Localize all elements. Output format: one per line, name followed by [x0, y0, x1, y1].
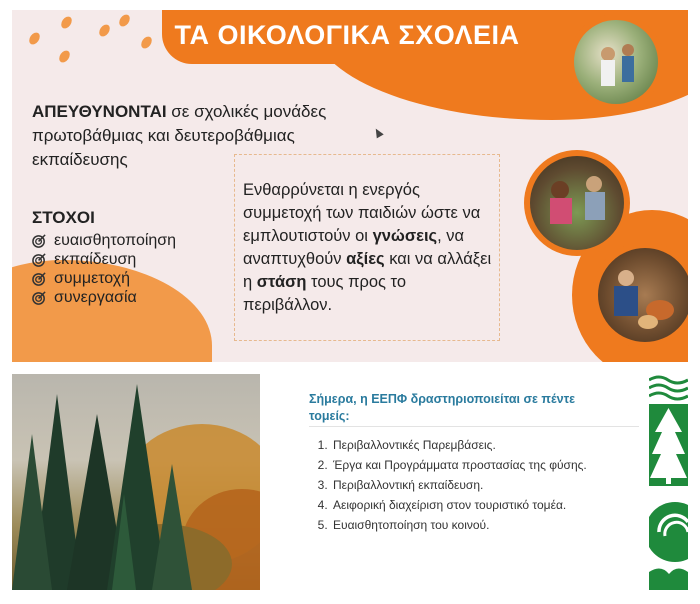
title-banner [162, 10, 532, 64]
audience-lead: ΑΠΕΥΘΥΝΟΝΤΑΙ [32, 102, 167, 121]
message-text [243, 179, 499, 317]
goal-item [32, 231, 176, 250]
eco-schools-slide [12, 10, 688, 362]
target-icon [32, 290, 47, 305]
target-icon [32, 252, 47, 267]
sector-item: 4. Αειφορική διαχείριση στον τουριστικό τομέα. [331, 497, 591, 514]
message-part: Ενθαρρύνεται η ενεργός συμμετοχή των παιδιών ώστε να εμπλουτιστούν οι [243, 181, 481, 245]
decor-dot [57, 49, 72, 65]
message-part: , να αναπτυχθούν [243, 227, 465, 268]
animals-photo [598, 248, 688, 342]
goal-item [32, 250, 176, 269]
decor-dot [97, 23, 112, 39]
message-part: τους προς το περιβάλλον. [243, 273, 407, 314]
message-part: και να αλλάξει η [243, 250, 492, 291]
goal-label: συνεργασία [54, 289, 137, 306]
sector-item: 3. Περιβαλλοντική εκπαίδευση. [331, 477, 591, 494]
gardening-photo [530, 156, 624, 250]
decor-dot [59, 15, 74, 31]
target-icon [32, 271, 47, 286]
goals-heading: ΣΤΟΧΟΙ [32, 208, 95, 227]
message-keyword: αξίες [346, 250, 385, 268]
sector-item: 5. Ευαισθητοποίηση του κοινού. [331, 517, 591, 534]
sector-item: 2. Έργα και Προγράμματα προστασίας της φύσης. [331, 457, 591, 474]
message-box [234, 154, 500, 341]
forest-photo [12, 374, 260, 590]
sectors-list [309, 437, 591, 537]
children-photo [574, 20, 658, 104]
decor-dot [139, 35, 154, 51]
message-keyword: γνώσεις [372, 227, 438, 245]
goal-item [32, 269, 176, 288]
organization-logo [649, 374, 688, 590]
goal-label: ευαισθητοποίηση [54, 232, 177, 249]
target-icon [32, 233, 47, 248]
message-keyword: στάση [256, 273, 307, 291]
decor-dot [117, 13, 132, 29]
sector-item: 1. Περιβαλλοντικές Παρεμβάσεις. [331, 437, 591, 454]
goals-list [32, 231, 176, 307]
goal-label: συμμετοχή [54, 270, 131, 287]
mouse-cursor-icon [372, 127, 383, 139]
divider [309, 426, 639, 427]
goal-label: εκπαίδευση [54, 251, 137, 268]
audience-rest: σε σχολικές μονάδες πρωτοβάθμιας και δευτεροβάθμιας εκπαίδευσης [32, 102, 327, 169]
decor-dot [27, 31, 42, 47]
sectors-heading: Σήμερα, η ΕΕΠΦ δραστηριοποιείται σε πέντε τομείς: [309, 392, 576, 423]
goal-item [32, 288, 176, 307]
sectors-slide [273, 374, 688, 590]
slide-title: ΤΑ ΟΙΚΟΛΟΓΙΚΑ ΣΧΟΛΕΙΑ [174, 19, 520, 50]
